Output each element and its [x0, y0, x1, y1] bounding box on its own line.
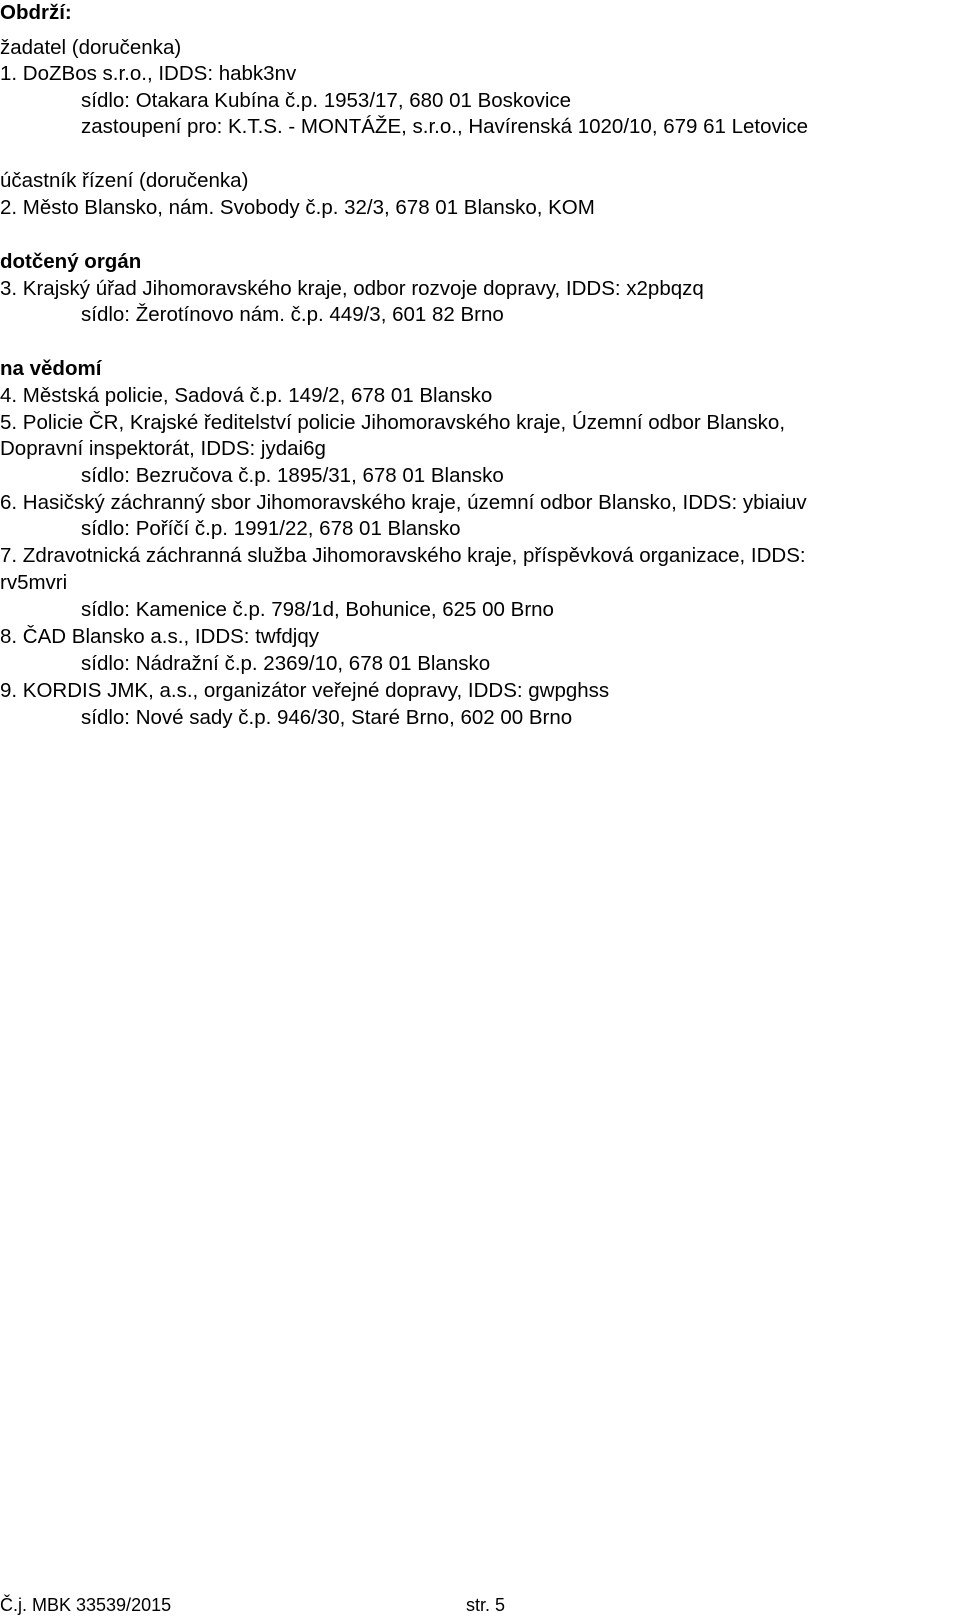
recipient-6-name: 6. Hasičský záchranný sbor Jihomoravského kraje, územní odbor Blansko, IDDS: ybiaiuv: [0, 491, 807, 514]
recipient-9-seat: sídlo: Nové sady č.p. 946/30, Staré Brno, 602 00 Brno: [81, 706, 573, 729]
recipient-3-seat: sídlo: Žerotínovo nám. č.p. 449/3, 601 82 Brno: [81, 303, 504, 326]
group-title-authority: dotčený orgán: [0, 250, 142, 273]
footer-reference-number: Č.j. MBK 33539/2015: [0, 1595, 172, 1615]
recipient-5-line1: 5. Policie ČR, Krajské ředitelství policie Jihomoravského kraje, Územní odbor Blansko,: [0, 411, 786, 434]
recipient-8-seat: sídlo: Nádražní č.p. 2369/10, 678 01 Blansko: [81, 652, 491, 675]
group-title-informed: na vědomí: [0, 357, 102, 380]
recipient-8-name: 8. ČAD Blansko a.s., IDDS: twfdjqy: [0, 625, 320, 648]
group-title-participant: účastník řízení (doručenka): [0, 169, 249, 192]
footer-page-number: str. 5: [466, 1595, 506, 1615]
recipient-1-seat: sídlo: Otakara Kubína č.p. 1953/17, 680 01 Boskovice: [81, 89, 572, 112]
recipient-2: 2. Město Blansko, nám. Svobody č.p. 32/3, 678 01 Blansko, KOM: [0, 196, 595, 219]
recipient-5-line2: Dopravní inspektorát, IDDS: jydai6g: [0, 437, 326, 460]
recipient-6-seat: sídlo: Poříčí č.p. 1991/22, 678 01 Blansko: [81, 517, 461, 540]
recipient-4: 4. Městská policie, Sadová č.p. 149/2, 678 01 Blansko: [0, 384, 493, 407]
heading-recipients: Obdrží:: [0, 1, 72, 24]
recipient-5-seat: sídlo: Bezručova č.p. 1895/31, 678 01 Blansko: [81, 464, 504, 487]
recipient-7-line2: rv5mvri: [0, 571, 68, 594]
recipient-1-representation: zastoupení pro: K.T.S. - MONTÁŽE, s.r.o., Havírenská 1020/10, 679 61 Letovice: [81, 115, 808, 138]
recipient-1-name: 1. DoZBos s.r.o., IDDS: habk3nv: [0, 62, 297, 85]
recipient-9-name: 9. KORDIS JMK, a.s., organizátor veřejné dopravy, IDDS: gwpghss: [0, 679, 610, 702]
group-title-applicant: žadatel (doručenka): [0, 36, 182, 59]
recipient-7-seat: sídlo: Kamenice č.p. 798/1d, Bohunice, 625 00 Brno: [81, 598, 554, 621]
recipient-3-name: 3. Krajský úřad Jihomoravského kraje, odbor rozvoje dopravy, IDDS: x2pbqzq: [0, 277, 704, 300]
recipient-7-line1: 7. Zdravotnická záchranná služba Jihomoravského kraje, příspěvková organizace, IDDS:: [0, 544, 806, 567]
